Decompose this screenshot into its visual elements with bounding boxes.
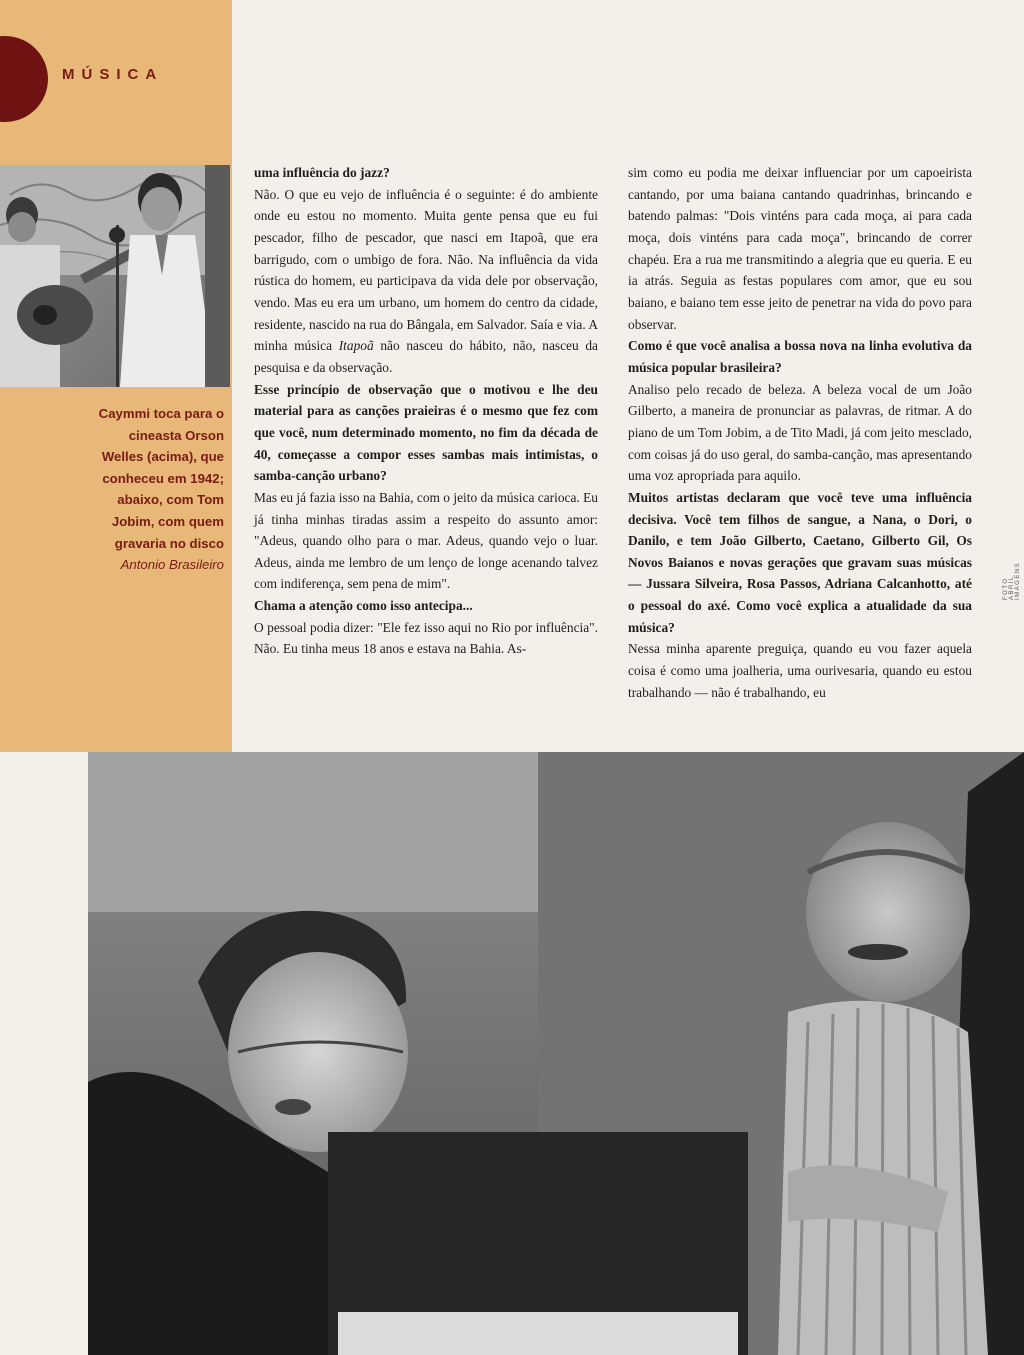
question: uma influência do jazz?	[254, 165, 390, 180]
text-column-2	[628, 162, 972, 703]
section-label: MÚSICA	[62, 66, 164, 83]
answer	[254, 184, 598, 379]
photo-caption	[84, 403, 224, 576]
photo-caymmi-welles-image	[0, 165, 230, 387]
song-title: Itapoã	[338, 338, 374, 354]
photo-jobim-caymmi-image	[88, 752, 1024, 1355]
answer: sim como eu podia me deixar influenciar por um capoeirista cantando, por uma baiana cantando quadrinhas, brincando e batendo palmas: "Dois vinténs para cada moça, ai para cada moça, dois vinténs para cada moça", brincando de correr chapéu. Era a rua me transmitindo a alegria que eu queria. E eu ia atrás. Seguia as festas populares com amor, que eu sou baiano, e baiano tem esse jeito de penetrar na vida do povo para observar.	[628, 165, 972, 332]
text-column-1	[254, 162, 598, 660]
answer: Mas eu já fazia isso na Bahia, com o jeito da música carioca. Eu já tinha minhas tiradas assim a respeito do assunto amor: "Adeus, quando olho para o mar. Adeus, quando vejo o luar. Adeus, ainda me lembro de um lenço de longe acenando talvez com indiferença, sem pena de mim".	[254, 489, 598, 592]
question: Como é que você analisa a bossa nova na linha evolutiva da música popular brasileira?	[628, 338, 972, 375]
answer: Nessa minha aparente preguiça, quando eu vou fazer aquela coisa é como uma joalheria, uma ourivesaria, quando eu estou trabalhando — não é trabalhando, eu	[628, 641, 972, 700]
question: Chama a atenção como isso antecipa...	[254, 598, 473, 614]
photo-credit: FOTO ABRIL IMAGENS	[1003, 561, 1021, 600]
question: Esse princípio de observação que o motivou e lhe deu material para as canções praieiras é o mesmo que fez com que você, num determinado momento, no fim da década de 40, começasse a compor esses sambas mais intimistas, o samba-canção urbano?	[254, 381, 598, 484]
answer: O pessoal podia dizer: "Ele fez isso aqui no Rio por influência". Não. Eu tinha meus 18 anos e estava na Bahia. As-	[254, 619, 598, 657]
caption-credit: Antonio Brasileiro	[120, 557, 224, 573]
answer: Analiso pelo recado de beleza. A beleza vocal de um João Gilberto, a maneira de pronunciar as palavras, de ritmar. A do piano de um Tom Jobim, a de Tito Madi, já com jeito mesclado, com coisas já do uso geral, do samba-canção, mas apresentando uma voz apropriada para aquilo.	[628, 381, 972, 484]
question: Muitos artistas declaram que você teve uma influência decisiva. Você tem filhos de sangue, a Nana, o Dori, o Danilo, e tem João Gilberto, Caetano, Gilberto Gil, Os Novos Baianos e novas gerações que gravam suas músicas — Jussara Silveira, Rosa Passos, Adriana Calcanhotto, até o pessoal do axé. Como você explica a atualidade da sua música?	[628, 489, 972, 635]
answer-text: Não. O que eu vejo de influência é o seguinte: é do ambiente onde eu estou no momento. Muita gente pensa que eu fui pescador, filho de pescador, que nasci em Itapoã, que era barrigudo, com o umbigo de fora. Não. Na influência da vida rústica do homem, eu participava da vida dele por observação, vendo. Mas eu era um urbano, um homem do centro da cidade, residente, nascido na rua do Bângala, em Salvador. Saía e via. A minha música	[254, 186, 598, 354]
photo-jobim-caymmi	[88, 752, 1024, 1355]
answer-text-end: não nasceu do hábito, não, nasceu da pesquisa e da observação.	[254, 338, 598, 375]
photo-caymmi-welles	[0, 165, 230, 387]
caption-text: Caymmi toca para o cineasta Orson Welles (acima), que conheceu em 1942; abaixo, com Tom Jobim, com quem gravaria no disco	[98, 406, 224, 551]
